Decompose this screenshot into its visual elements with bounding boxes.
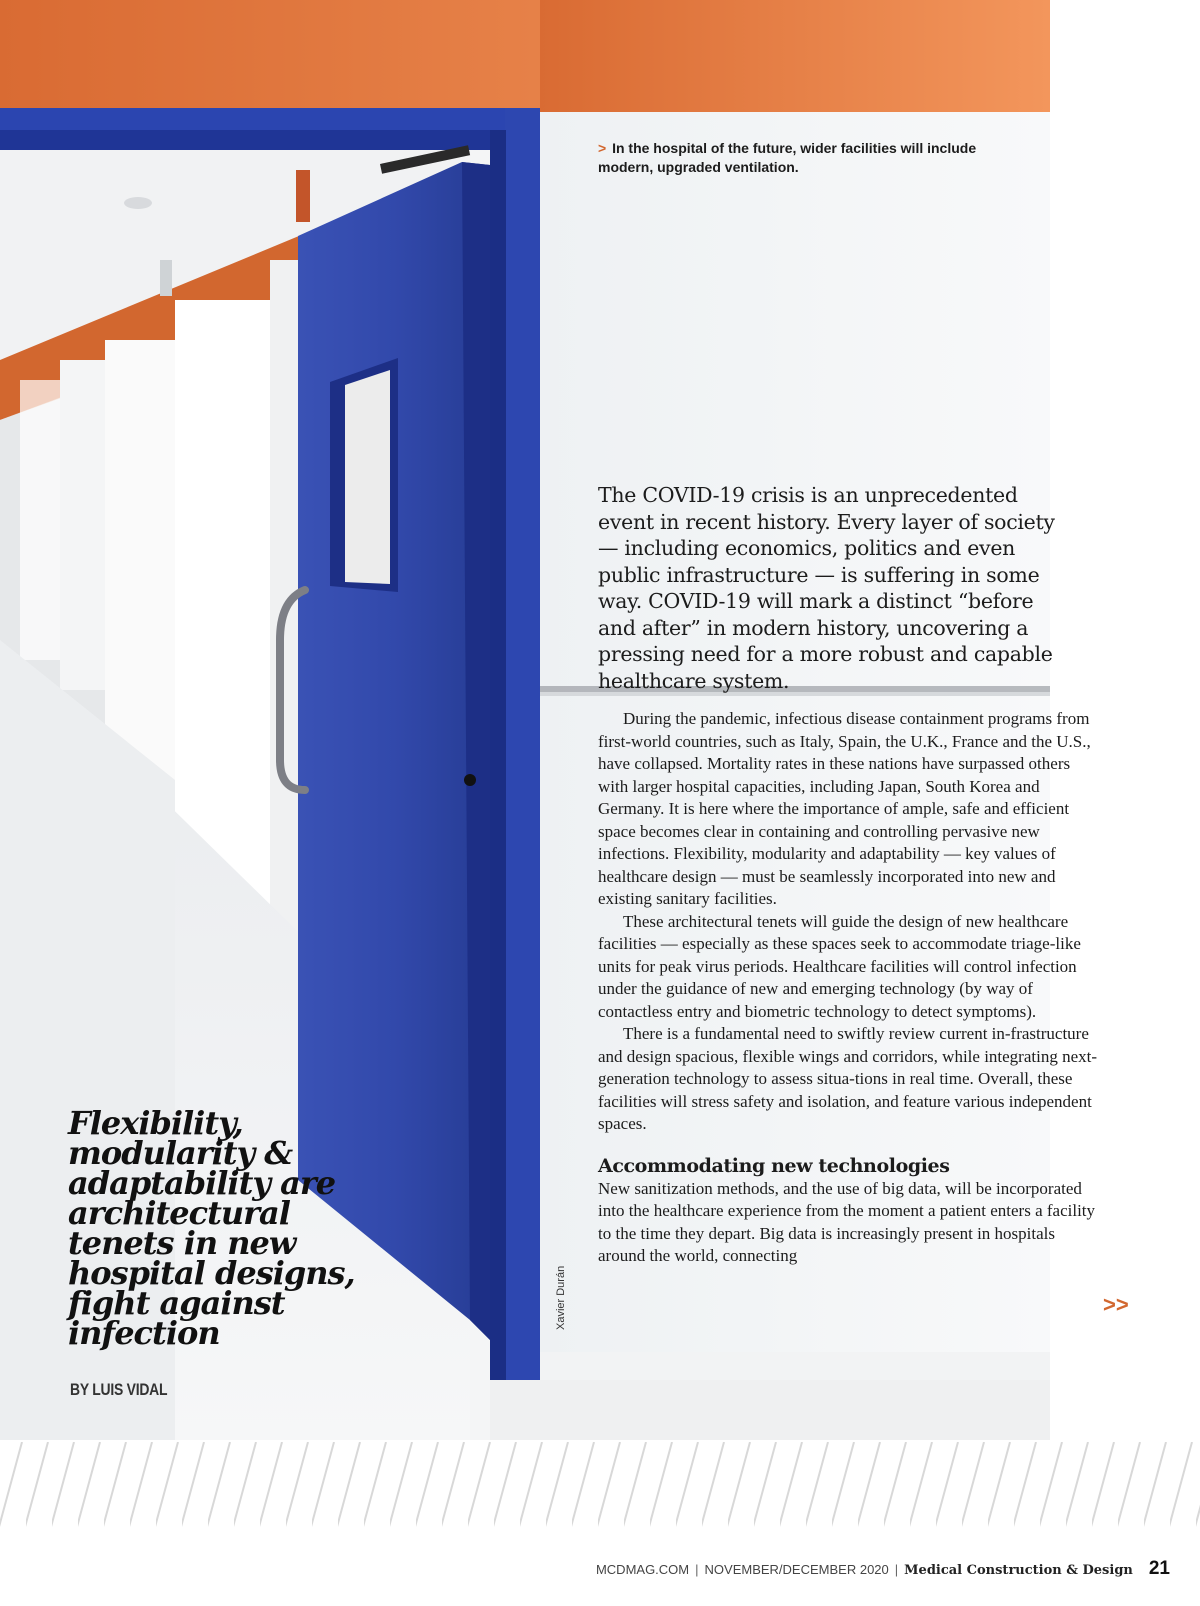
footer-publication: Medical Construction & Design xyxy=(904,1563,1133,1578)
article-body xyxy=(598,708,1103,1268)
footer-site[interactable]: MCDMAG.COM xyxy=(595,1562,690,1577)
byline: BY LUIS VIDAL xyxy=(70,1380,168,1399)
body-paragraph: New sanitization methods, and the use of big data, will be incorporated into the healthcare experience from the moment a patient enters a facility to the time they depart. Big data is increasingly present in hospitals around the world, connecting xyxy=(598,1178,1096,1265)
caption-text: In the hospital of the future, wider facilities will include modern, upgraded ventilation. xyxy=(598,140,977,175)
body-paragraph: There is a fundamental need to swiftly review current in-frastructure and design spacious, flexible wings and corridors, while integrating next-generation technology to assess situa-tions in real time. Overall, these facilities will stress safety and isolation, and feature various independent spaces. xyxy=(598,1024,1098,1133)
footer-separator: | xyxy=(695,1562,699,1577)
photo-credit: Xavier Durán xyxy=(555,1265,567,1330)
body-paragraph: These architectural tenets will guide the design of new healthcare facilities — especially as these spaces seek to accommodate triage-like units for peak virus periods. Healthcare facilities will control infection under the guidance of new and emerging technology (by way of contactless entry and biometric technology to detect symptoms). xyxy=(598,911,1081,1021)
footer-issue: NOVEMBER/DECEMBER 2020 xyxy=(704,1562,889,1577)
photo-caption xyxy=(598,139,1018,177)
page-footer xyxy=(596,1558,1170,1588)
article-headline: Flexibility, modularity & adaptability are architectural tenets in new hospital designs, fight against infection xyxy=(68,1104,355,1352)
footer-separator: | xyxy=(894,1562,899,1577)
decorative-stripes xyxy=(0,1442,1200,1538)
continued-arrow-icon: >> xyxy=(1103,1292,1129,1317)
caption-arrow-icon: > xyxy=(598,140,607,156)
page-number: 21 xyxy=(1148,1558,1170,1579)
intro-paragraph: The COVID-19 crisis is an unprecedented event in recent history. Every layer of society — including economics, politics and even public infrastructure — is suffering in some way. COVID-19 will mark a distinct “before and after” in modern history, uncovering a pressing need for a more robust and capable healthcare system. xyxy=(598,483,1055,693)
body-paragraph: During the pandemic, infectious disease containment programs from first-world countries, such as Italy, Spain, the U.K., France and the U.S., have collapsed. Mortality rates in these nations have surpassed others with larger hospital capacities, including Japan, South Korea and Germany. It is here where the importance of ample, safe and efficient space becomes clear in containing and controlling pervasive new infections. Flexibility, modularity and adaptability — key values of healthcare design — must be seamlessly incorporated into new and existing sanitary facilities. xyxy=(598,709,1091,908)
section-subhead: Accommodating new technologies xyxy=(598,1154,950,1177)
